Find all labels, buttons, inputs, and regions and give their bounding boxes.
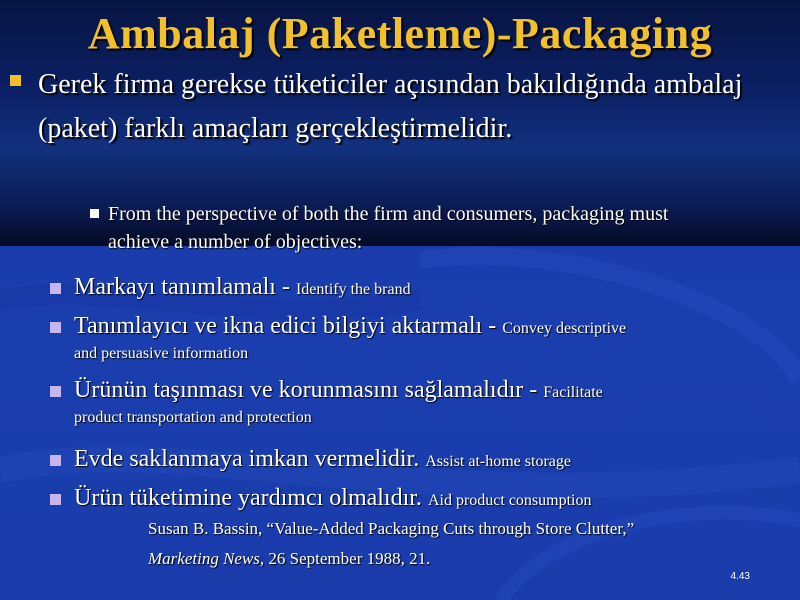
- citation-date: 26 September 1988, 21.: [264, 549, 431, 568]
- slide-title: Ambalaj (Paketleme)-Packaging: [87, 9, 713, 58]
- list-item: [48, 444, 793, 477]
- sub-bullet: [90, 200, 690, 256]
- item-tr: Evde saklanmaya imkan vermelidir.: [74, 446, 426, 472]
- item-en: Assist at-home storage: [425, 453, 571, 470]
- citation-line-2: [148, 549, 430, 569]
- square-bullet-icon: [10, 75, 21, 86]
- item-tr: Ürün tüketimine yardımcı olmalıdır.: [74, 485, 428, 511]
- item-en-cont: and persuasive information: [74, 345, 249, 362]
- item-tr: Markayı tanımlamalı -: [74, 274, 296, 300]
- item-tr: Ürünün taşınması ve korunmasını sağlamalıdır -: [74, 377, 544, 403]
- list-item: [48, 483, 793, 516]
- square-bullet-icon: [50, 455, 61, 466]
- item-en: Aid product consumption: [427, 492, 592, 509]
- square-bullet-icon: [50, 494, 61, 505]
- square-bullet-icon: [90, 209, 99, 218]
- square-bullet-icon: [50, 322, 61, 333]
- page-number: 4.43: [730, 571, 750, 582]
- citation-journal: Marketing News,: [148, 549, 265, 568]
- item-en: Facilitate: [543, 384, 603, 401]
- citation-line-1: Susan B. Bassin, “Value-Added Packaging Cuts through Store Clutter,”: [148, 519, 635, 538]
- list-item: [48, 311, 793, 364]
- main-bullet-text: Gerek firma gerekse tüketiciler açısından bakıldığında ambalaj (paket) farklı amaçları gerçekleştirmelidir.: [38, 69, 743, 144]
- sub-bullet-text: From the perspective of both the firm and consumers, packaging must achieve a number of objectives:: [108, 203, 669, 253]
- square-bullet-icon: [50, 283, 61, 294]
- list-item: [48, 375, 793, 428]
- square-bullet-icon: [50, 386, 61, 397]
- item-en: Convey descriptive: [502, 320, 627, 337]
- list-item: [48, 272, 793, 305]
- main-bullet: [10, 63, 780, 151]
- item-en-cont: product transportation and protection: [74, 409, 312, 426]
- item-en: Identify the brand: [295, 281, 411, 298]
- item-tr: Tanımlayıcı ve ikna edici bilgiyi aktarmalı -: [74, 313, 503, 339]
